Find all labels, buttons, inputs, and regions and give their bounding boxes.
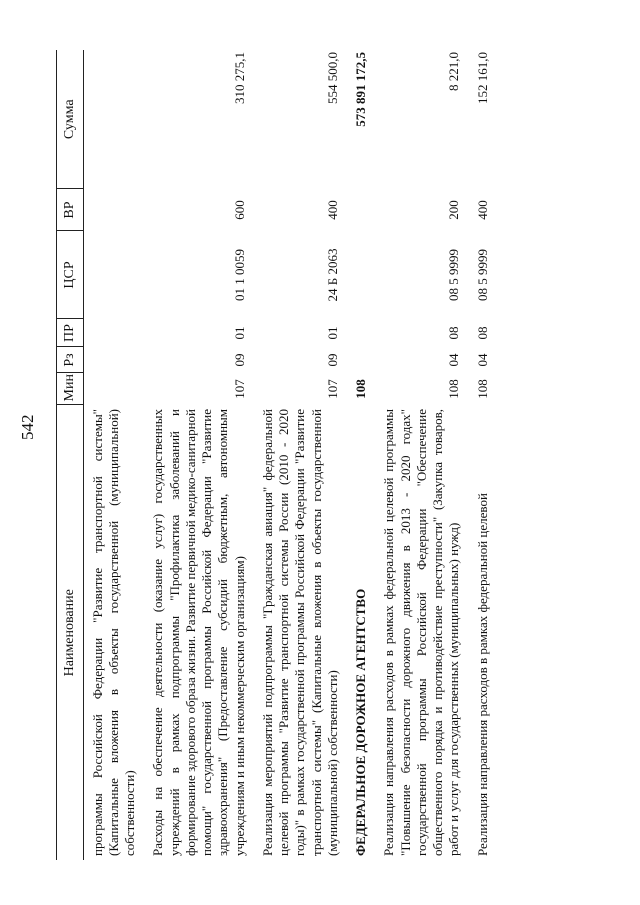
- table-header-row: [57, 50, 84, 860]
- table-row: [347, 50, 375, 860]
- rotated-page-content: [56, 50, 616, 860]
- cell-min: [83, 373, 144, 405]
- cell-sum: 310 275,1: [231, 52, 247, 104]
- cell-name: Реализация мероприятий подпрограммы "Гражданская авиация" федеральной целевой программы "Развитие транспортной системы России (2010 - 2020 годы)" в рамках государственной программы Российской Федерации "Развитие транспортной системы" (Капитальные вложения в объекты государственной (муниципальной) собственности): [259, 409, 340, 856]
- cell-rz: 04: [446, 353, 462, 367]
- cell-csr: 24 Б 2063: [324, 248, 340, 302]
- header-vr: ВР: [57, 189, 84, 231]
- cell-vr: [83, 189, 144, 231]
- table-row: [83, 50, 144, 860]
- cell-sum: 8 221,0: [446, 52, 462, 91]
- cell-sum: 554 500,0: [324, 52, 340, 104]
- cell-name: ФЕДЕРАЛЬНОЕ ДОРОЖНОЕ АГЕНТСТВО: [353, 588, 368, 856]
- cell-vr: 400: [474, 200, 490, 220]
- cell-vr: 200: [446, 200, 462, 220]
- cell-sum: [83, 50, 144, 189]
- header-csr: ЦСР: [57, 231, 84, 319]
- cell-sum: 573 891 172,5: [353, 52, 368, 127]
- table-row: [469, 50, 497, 860]
- cell-name: программы Российской Федерации "Развитие транспортной системы" (Капитальные вложения в объекты государственной (муниципальной) собственности): [89, 409, 137, 856]
- cell-vr: 400: [324, 200, 340, 220]
- cell-vr: [347, 189, 375, 231]
- table-row: [254, 50, 347, 860]
- cell-rz: 04: [474, 353, 490, 367]
- cell-min: 107: [231, 379, 247, 399]
- cell-rz: 09: [324, 353, 340, 367]
- header-rz: Рз: [57, 347, 84, 373]
- cell-min: 108: [474, 379, 490, 399]
- cell-rz: 09: [231, 353, 247, 367]
- cell-name: Реализация направления расходов в рамках федеральной целевой: [474, 493, 490, 856]
- cell-pr: 08: [474, 326, 490, 340]
- header-name: Наименование: [57, 405, 84, 860]
- cell-csr: 01 1 0059: [231, 249, 247, 301]
- table-row: [144, 50, 254, 860]
- cell-csr: 08 5 9999: [474, 249, 490, 301]
- header-min: Мин: [57, 373, 84, 405]
- table-row: [375, 50, 468, 860]
- cell-vr: 600: [231, 200, 247, 220]
- table-body: [83, 50, 497, 860]
- cell-csr: [347, 231, 375, 319]
- cell-pr: 01: [324, 326, 340, 340]
- budget-table: [56, 50, 497, 860]
- cell-csr: 08 5 9999: [446, 249, 462, 301]
- cell-pr: [347, 319, 375, 347]
- cell-min: 107: [324, 379, 340, 399]
- cell-rz: [83, 347, 144, 373]
- page-number: 542: [18, 414, 37, 440]
- cell-pr: 08: [446, 326, 462, 340]
- cell-name: Расходы на обеспечение деятельности (оказание услуг) государственных учреждений в рамках подпрограммы "Профилактика заболеваний и формирование здорового образа жизни. Развитие первичной медико-санитарной помощи" государственной программы Российской Федерации "Развитие здравоохранения" (Предоставление субсидий бюджетным, автономным учреждениям и иным некоммерческим организациям): [150, 409, 247, 856]
- cell-pr: 01: [231, 326, 247, 340]
- cell-sum: 152 161,0: [474, 52, 490, 104]
- header-sum: Сумма: [57, 50, 84, 189]
- cell-pr: [83, 319, 144, 347]
- cell-min: 108: [353, 379, 368, 399]
- cell-name: Реализация направления расходов в рамках федеральной целевой программы "Повышение безопасности дорожного движения в 2013 - 2020 годах" государственной программы Российской Федерации "Обеспечение общественного порядка и противодействие преступности" (Закупка товаров, работ и услуг для государственных (муниципальных) нужд): [381, 409, 462, 856]
- cell-csr: [83, 231, 144, 319]
- header-pr: ПР: [57, 319, 84, 347]
- cell-min: 108: [446, 379, 462, 399]
- cell-rz: [347, 347, 375, 373]
